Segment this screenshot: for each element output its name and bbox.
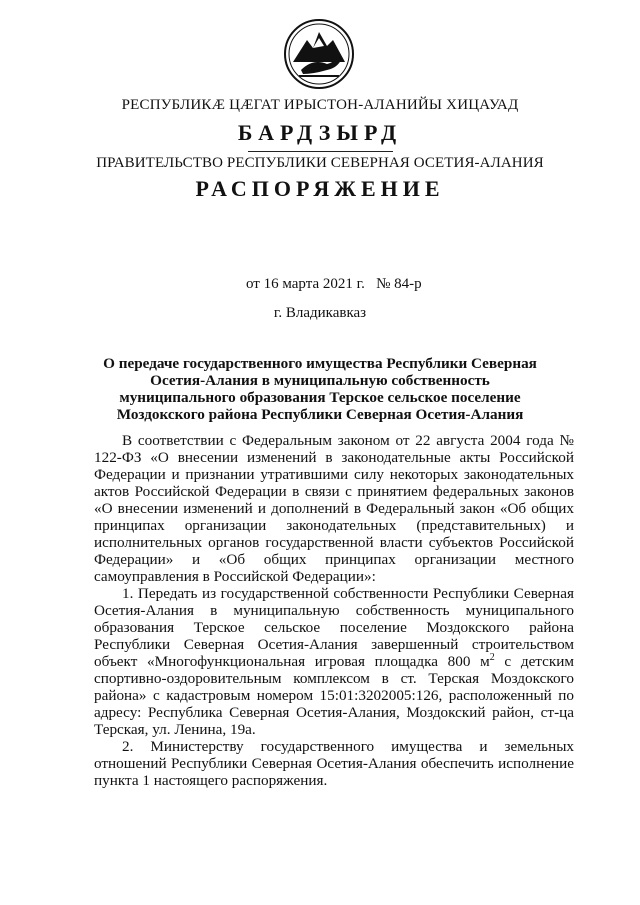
header-document-type: РАСПОРЯЖЕНИЕ <box>195 176 445 201</box>
item-2-paragraph: 2. Министерству государственного имущества и земельных отношений Республики Северная Осетия-Алания обеспечить исполнение пункта 1 настоящего распоряжения. <box>94 738 574 789</box>
header-bardzyrd: БАРДЗЫРД <box>237 120 403 145</box>
item-1-text: 1. Передать из государственной собственности Республики Северная Осетия-Алания в муниципальную собственность муниципального образования Терское сельское поселение Моздокского района Республики Северная Осетия-Алания завершенный строительством объект «Многофункциональная игровая площадка 800 м <box>94 585 574 670</box>
header-divider <box>248 151 393 152</box>
item-1-text-cont: с детским спортивно-оздоровительным комплексом в ст. Терская Моздокского района» с кадастровым номером 15:01:3202005:126, расположенный по адресу: Республика Северная Осетия-Алания, Моздокский район, ст-ца Терская, ул. Ленина, 19а. <box>94 653 574 738</box>
preamble-paragraph: В соответствии с Федеральным законом от 22 августа 2004 года № 122-ФЗ «О внесении изменений в законодательные акты Российской Федерации и признании утратившими силу некоторых законодательных актов Российской Федерации в связи с принятием федеральных законов «О внесении изменений и дополнений в Федеральный закон «Об общих принципах организации законодательных (представительных) и исполнительных органов государственной власти субъектов Российской Федерации» и «Об общих принципах организации местного самоуправления в Российской Федерации»: <box>94 432 574 585</box>
item-1-paragraph <box>94 585 574 738</box>
date-and-number: от 16 марта 2021 г. № 84-р <box>246 276 422 292</box>
city: г. Владикавказ <box>273 305 367 321</box>
document-body <box>94 432 574 789</box>
header-republic-ossetian: РЕСПУБЛИКӔ ЦӔГАТ ИРЫСТОН-АЛАНИЙЫ ХИЦАУАД <box>121 97 519 113</box>
superscript: 2 <box>489 652 495 663</box>
coat-of-arms-icon <box>283 18 355 90</box>
document-title: О передаче государственного имущества Республики Северная Осетия-Алания в муниципальную собственность муниципального образования Терское сельское поселение Моздокского района Республики Северная Осетия-Алания <box>103 355 537 423</box>
header-government: ПРАВИТЕЛЬСТВО РЕСПУБЛИКИ СЕВЕРНАЯ ОСЕТИЯ-АЛАНИЯ <box>96 155 544 171</box>
